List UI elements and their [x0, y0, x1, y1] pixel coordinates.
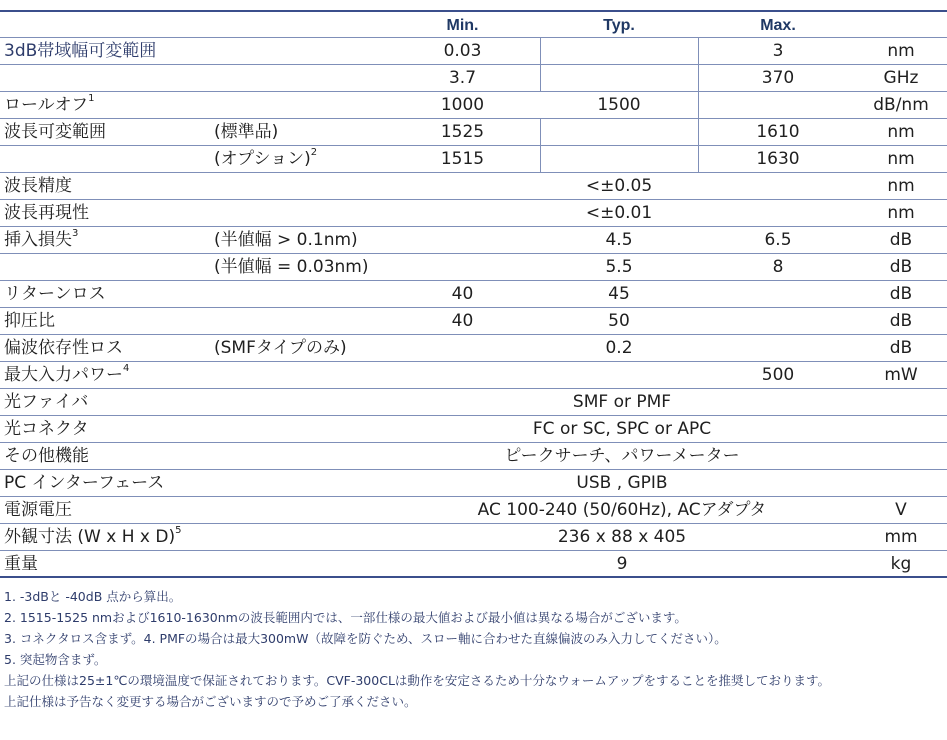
header-max: Max.: [760, 17, 796, 34]
unit: dB/nm: [873, 95, 929, 115]
typ-value: 45: [608, 284, 630, 304]
min-value: 40: [451, 311, 474, 331]
unit: nm: [887, 41, 915, 61]
row-value: USB , GPIB: [576, 473, 668, 493]
row-label: 波長再現性: [4, 203, 89, 223]
header-min: Min.: [446, 17, 479, 34]
footnote-ref: 5: [175, 525, 182, 536]
unit: nm: [887, 176, 915, 196]
row-sublabel: (オプション)$^2$: [214, 147, 318, 169]
row-label: 電源電圧: [4, 500, 72, 520]
table-row-pdl: [0, 335, 947, 362]
table-row-wavelength-standard: [0, 119, 947, 146]
unit: nm: [887, 122, 915, 142]
spec-table: [0, 10, 947, 578]
unit: nm: [887, 149, 915, 169]
unit: dB: [889, 284, 913, 304]
max-value: 1610: [756, 122, 800, 142]
table-row-other-functions: [0, 443, 947, 470]
table-row-rolloff: [0, 92, 947, 119]
unit: V: [895, 500, 907, 520]
footnote-1: 1. -3dBと -40dB 点から算出。: [4, 589, 182, 604]
min-value: 3.7: [448, 68, 477, 88]
row-value: FC or SC, SPC or APC: [532, 419, 712, 439]
row-label: PC インターフェース: [4, 473, 165, 493]
min-value: 1515: [440, 149, 485, 169]
row-value: AC 100-240 (50/60Hz), ACアダプタ: [477, 500, 767, 520]
typ-value: 1500: [597, 95, 641, 115]
unit: dB: [889, 257, 913, 277]
row-label: その他機能: [4, 446, 89, 466]
max-value: 500: [761, 365, 795, 385]
unit: nm: [887, 203, 915, 223]
unit: dB: [889, 338, 913, 358]
row-value: SMF or PMF: [572, 392, 672, 412]
header-typ: Typ.: [603, 17, 635, 34]
table-row-accuracy: [0, 173, 947, 200]
table-row-interface: [0, 470, 947, 497]
table-row-dimensions: [0, 524, 947, 551]
unit: GHz: [883, 68, 919, 88]
row-sublabel: (SMFタイプのみ): [214, 338, 347, 358]
row-value: 236 x 88 x 405: [557, 527, 687, 547]
footnote-ref: 1: [88, 93, 95, 104]
row-label: リターンロス: [4, 284, 106, 304]
typ-value: 5.5: [605, 257, 633, 277]
row-label: 重量: [4, 554, 38, 574]
row-sublabel: (半値幅 > 0.1nm): [214, 230, 358, 250]
typ-value: 50: [608, 311, 630, 331]
unit: kg: [890, 554, 912, 574]
typ-value: 0.2: [605, 338, 633, 358]
footnote-ref: 4: [123, 363, 130, 374]
note-disclaimer: 上記仕様は予告なく変更する場合がございますので予めご了承ください。: [4, 694, 417, 709]
table-header-row: [0, 10, 947, 38]
row-label: 3dB帯域幅可変範囲: [4, 41, 157, 61]
min-value: 1525: [440, 122, 485, 142]
table-row-bandwidth-nm: [0, 38, 947, 65]
table-row-power-supply: [0, 497, 947, 524]
max-value: 370: [761, 68, 795, 88]
table-row-max-power: [0, 362, 947, 389]
min-value: 1000: [440, 95, 485, 115]
table-row-insertion-loss-1: [0, 227, 947, 254]
max-value: 3: [772, 41, 784, 61]
typ-value: <±0.05: [585, 176, 653, 196]
min-value: 40: [451, 284, 474, 304]
row-label: 波長精度: [4, 176, 72, 196]
max-value: 1630: [756, 149, 800, 169]
row-label: 最大入力パワー$^4$: [4, 363, 130, 385]
row-label: 波長可変範囲: [4, 122, 106, 142]
table-row-wavelength-option: [0, 146, 947, 173]
table-row-return-loss: [0, 281, 947, 308]
unit: mm: [884, 527, 918, 547]
footnote-5: 5. 突起物含まず。: [4, 652, 107, 667]
footnote-3-4: 3. コネクタロス含まず。4. PMFの場合は最大300mW（故障を防ぐため、スロー軸に合わせた直線偏波のみ入力してください）。: [4, 631, 727, 646]
row-label: 外観寸法 (W x H x D)$^5$: [4, 525, 182, 547]
unit: dB: [889, 230, 913, 250]
table-row-repeatability: [0, 200, 947, 227]
row-label: 抑圧比: [4, 311, 55, 331]
footnote-2: 2. 1515-1525 nmおよび1610-1630nmの波長範囲内では、一部仕様の最大値および最小値は異なる場合がございます。: [4, 610, 687, 625]
footnote-ref: 3: [72, 228, 79, 239]
table-row-fiber: [0, 389, 947, 416]
table-row-suppression: [0, 308, 947, 335]
table-row-weight: [0, 551, 947, 578]
typ-value: 4.5: [605, 230, 633, 250]
table-row-insertion-loss-2: [0, 254, 947, 281]
row-label: 偏波依存性ロス: [4, 338, 123, 358]
row-label: 挿入損失$^3$: [4, 228, 79, 250]
table-row-connector: [0, 416, 947, 443]
unit: dB: [889, 311, 913, 331]
row-label: 光ファイバ: [4, 392, 89, 412]
table-row-bandwidth-ghz: [0, 65, 947, 92]
row-sublabel: (半値幅 = 0.03nm): [214, 257, 369, 277]
row-value: 9: [616, 554, 628, 574]
max-value: 8: [772, 257, 784, 277]
row-sublabel: (標準品): [214, 122, 279, 142]
note-temperature: 上記の仕様は25±1℃の環境温度で保証されております。CVF-300CLは動作を安定さるため十分なウォームアップをすることを推奨しております。: [4, 673, 831, 688]
footnotes: [4, 586, 944, 712]
unit: mW: [884, 365, 918, 385]
row-value: ピークサーチ、パワーメーター: [504, 446, 740, 466]
row-label: ロールオフ$^1$: [4, 93, 95, 115]
min-value: 0.03: [443, 41, 482, 61]
max-value: 6.5: [764, 230, 792, 250]
row-label: 光コネクタ: [4, 419, 89, 439]
footnote-ref: 2: [310, 147, 318, 158]
typ-value: <±0.01: [585, 203, 653, 223]
